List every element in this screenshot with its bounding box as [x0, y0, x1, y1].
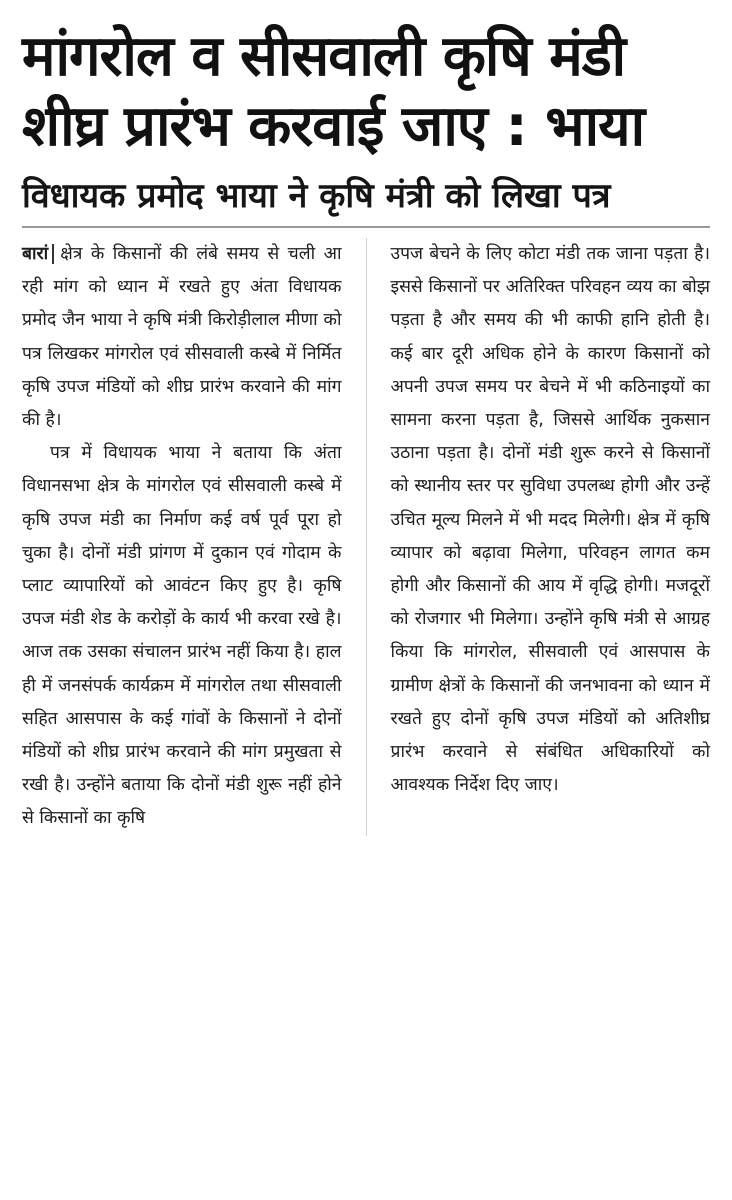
- header-divider: [22, 226, 710, 228]
- right-column: [391, 238, 711, 836]
- left-column: [22, 238, 342, 836]
- article-body: [22, 238, 710, 836]
- left-paragraph-2: पत्र में विधायक भाया ने बताया कि अंता विधानसभा क्षेत्र के मांगरोल एवं सीसवाली कस्बे में कृषि उपज मंडी का निर्माण कई वर्ष पूर्व पूरा हो चुका है। दोनों मंडी प्रांगण में दुकान एवं गोदाम के प्लाट व्यापारियों को आवंटन किए हुए है। कृषि उपज मंडी शेड के करोड़ों के कार्य भी करवा रखे है। आज तक उसका संचालन प्रारंभ नहीं किया है। हाल ही में जनसंपर्क कार्यक्रम में मांगरोल तथा सीसवाली सहित आसपास के कई गांवों के किसानों ने दोनों मंडियों को शीघ्र प्रारंभ करवाने की मांग प्रमुखता से रखी है। उन्होंने बताया कि दोनों मंडी शुरू नहीं होने से किसानों का कृषि: [22, 443, 342, 829]
- dateline: बारां: [22, 244, 54, 264]
- column-divider: [366, 238, 367, 836]
- left-paragraph-1: [22, 238, 342, 437]
- subheadline: विधायक प्रमोद भाया ने कृषि मंत्री को लिखा पत्र: [22, 176, 611, 216]
- right-paragraph-1: उपज बेचने के लिए कोटा मंडी तक जाना पड़ता है। इससे किसानों पर अतिरिक्त परिवहन व्यय का बोझ पड़ता है और समय की भी काफी हानि होती है। कई बार दूरी अधिक होने के कारण किसानों को अपनी उपज समय पर बेचने में भी कठिनाइयों का सामना करना पड़ता है, जिससे आर्थिक नुकसान उठाना पड़ता है। दोनों मंडी शुरू करने से किसानों को स्थानीय स्तर पर सुविधा उपलब्ध होगी और उन्हें उचित मूल्य मिलने में भी मदद मिलेगी। क्षेत्र में कृषि व्यापार को बढ़ावा मिलेगा, परिवहन लागत कम होगी और किसानों की आय में वृद्धि होगी। मजदूरों को रोजगार भी मिलेगा। उन्होंने कृषि मंत्री से आग्रह किया कि मांगरोल, सीसवाली एवं आसपास के ग्रामीण क्षेत्रों के किसानों की जनभावना को ध्यान में रखते हुए दोनों कृषि उपज मंडियों को अतिशीघ्र प्रारंभ करवाने से संबंधित अधिकारियों को आवश्यक निर्देश दिए जाए।: [390, 244, 710, 796]
- headline-line-2: शीघ्र प्रारंभ करवाई जाए : भाया: [22, 94, 645, 159]
- headline-line-1: मांगरोल व सीसवाली कृषि मंडी: [22, 24, 626, 89]
- left-paragraph-1-text: क्षेत्र के किसानों की लंबे समय से चली आ रही मांग को ध्यान में रखते हुए अंता विधायक प्रमोद जैन भाया ने कृषि मंत्री किरोड़ीलाल मीणा को पत्र लिखकर मांगरोल एवं सीसवाली कस्बे में निर्मित कृषि उपज मंडियों को शीघ्र प्रारंभ करवाने की मांग की है।: [22, 244, 342, 431]
